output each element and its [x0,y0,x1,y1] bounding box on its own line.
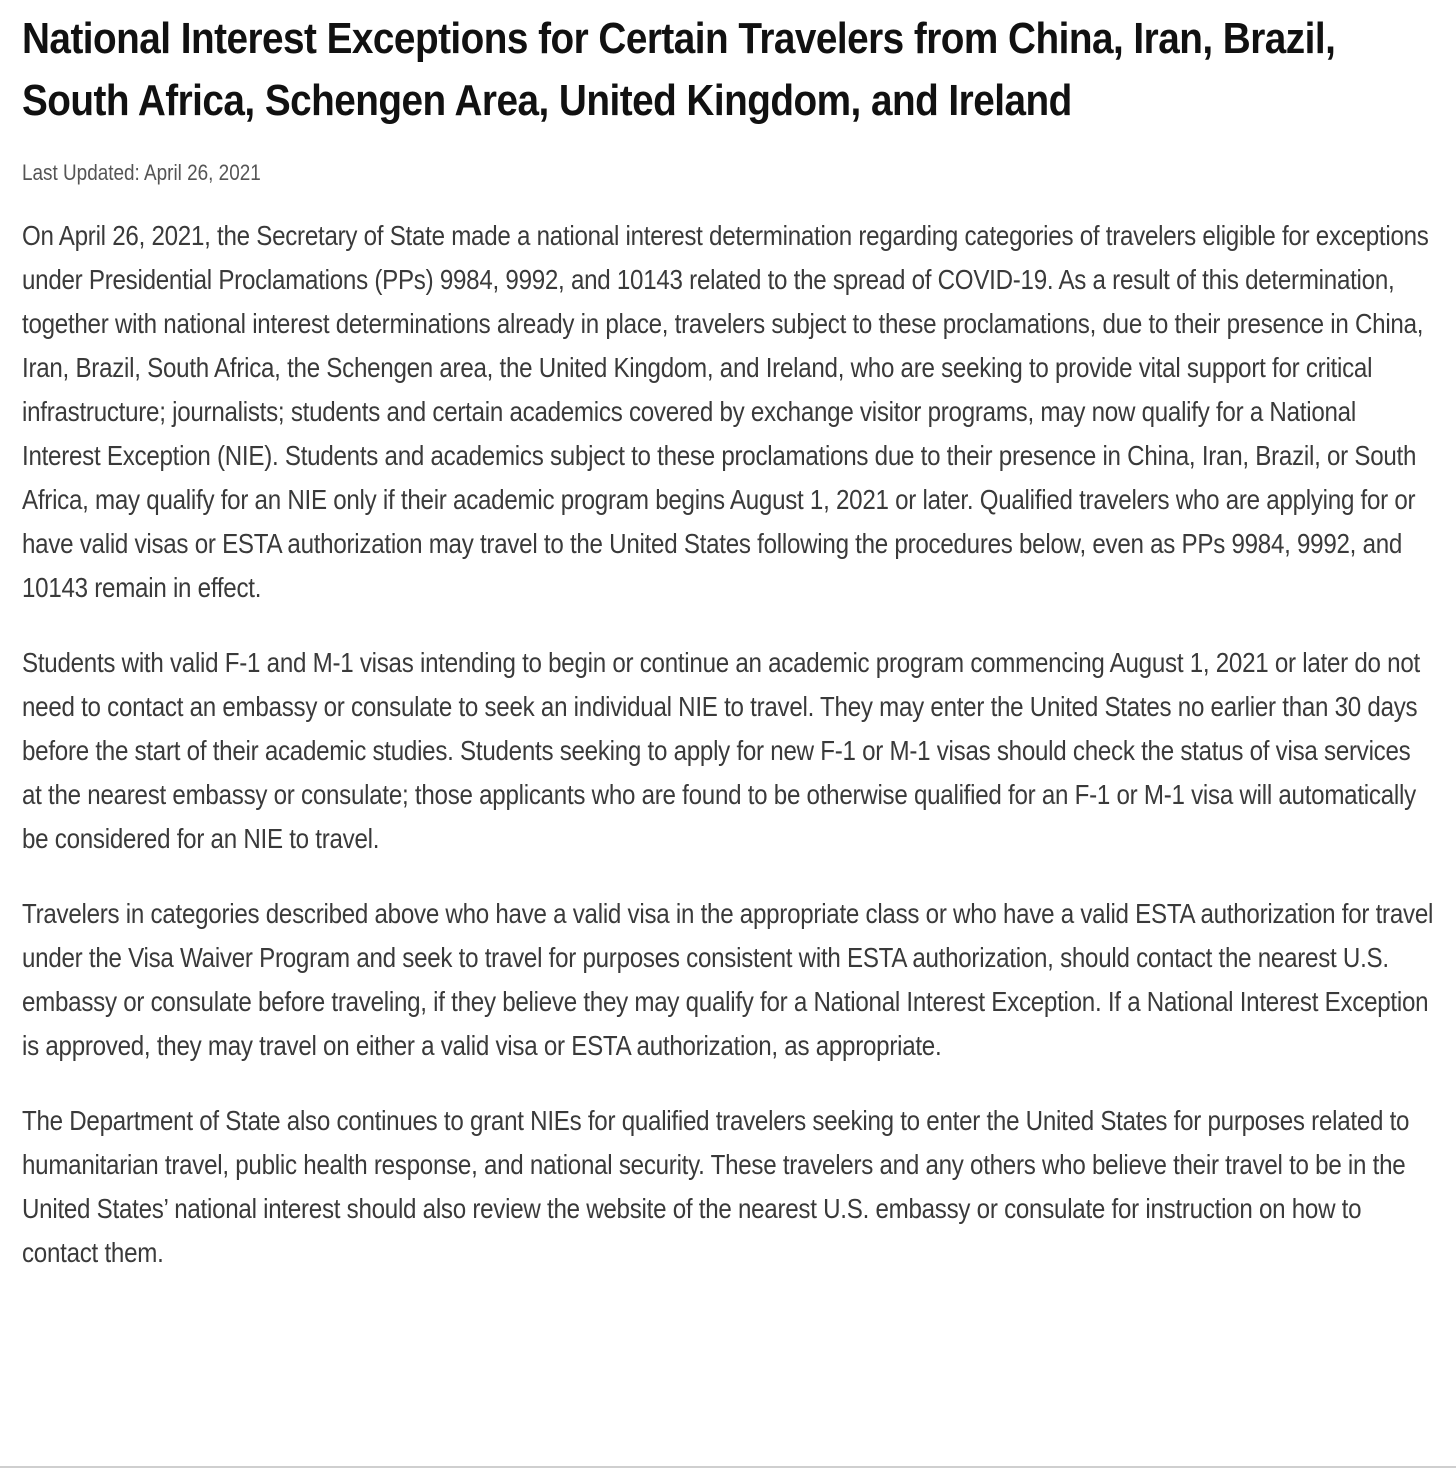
paragraph-students: Students with valid F-1 and M-1 visas intending to begin or continue an academic program commencing August 1, 2021 or later do not need to contact an embassy or consulate to seek an individual NIE to travel. They may enter the United States no earlier than 30 days before the start of their academic studies. Students seeking to apply for new F-1 or M-1 visas should check the status of visa services at the nearest embassy or consulate; those applicants who are found to be otherwise qualified for an F-1 or M-1 visa will automatically be considered for an NIE to travel. [22,647,1420,854]
last-updated: Last Updated: April 26, 2021 [22,160,261,185]
paragraph-nie-determination: On April 26, 2021, the Secretary of State made a national interest determination regarding categories of travelers eligible for exceptions under Presidential Proclamations (PPs) 9984, 9992, and 10143 related to the spread of COVID-19. As a result of this determination, together with national interest determinations already in place, travelers subject to these proclamations, due to their presence in China, Iran, Brazil, South Africa, the Schengen area, the United Kingdom, and Ireland, who are seeking to provide vital support for critical infrastructure; journalists; students and certain academics covered by exchange visitor programs, may now qualify for a National Interest Exception (NIE). Students and academics subject to these proclamations due to their presence in China, Iran, Brazil, or South Africa, may qualify for an NIE only if their academic program begins August 1, 2021 or later. Qualified travelers who are applying for or have valid visas or ESTA authorization may travel to the United States following the procedures below, even as PPs 9984, 9992, and 10143 remain in effect. [22,220,1429,603]
paragraph-humanitarian: The Department of State also continues to grant NIEs for qualified travelers seeking to enter the United States for purposes related to humanitarian travel, public health response, and national security. These travelers and any others who believe their travel to be in the United States’ national interest should also review the website of the nearest U.S. embassy or consulate for instruction on how to contact them. [22,1105,1410,1268]
article [22,0,1434,1275]
page-title: National Interest Exceptions for Certain Travelers from China, Iran, Brazil, South Africa, Schengen Area, United Kingdom, and Ireland [22,14,1336,125]
paragraph-travelers-esta: Travelers in categories described above who have a valid visa in the appropriate class or who have a valid ESTA authorization for travel under the Visa Waiver Program and seek to travel for purposes consistent with ESTA authorization, should contact the nearest U.S. embassy or consulate before traveling, if they believe they may qualify for a National Interest Exception. If a National Interest Exception is approved, they may travel on either a valid visa or ESTA authorization, as appropriate. [22,898,1434,1061]
